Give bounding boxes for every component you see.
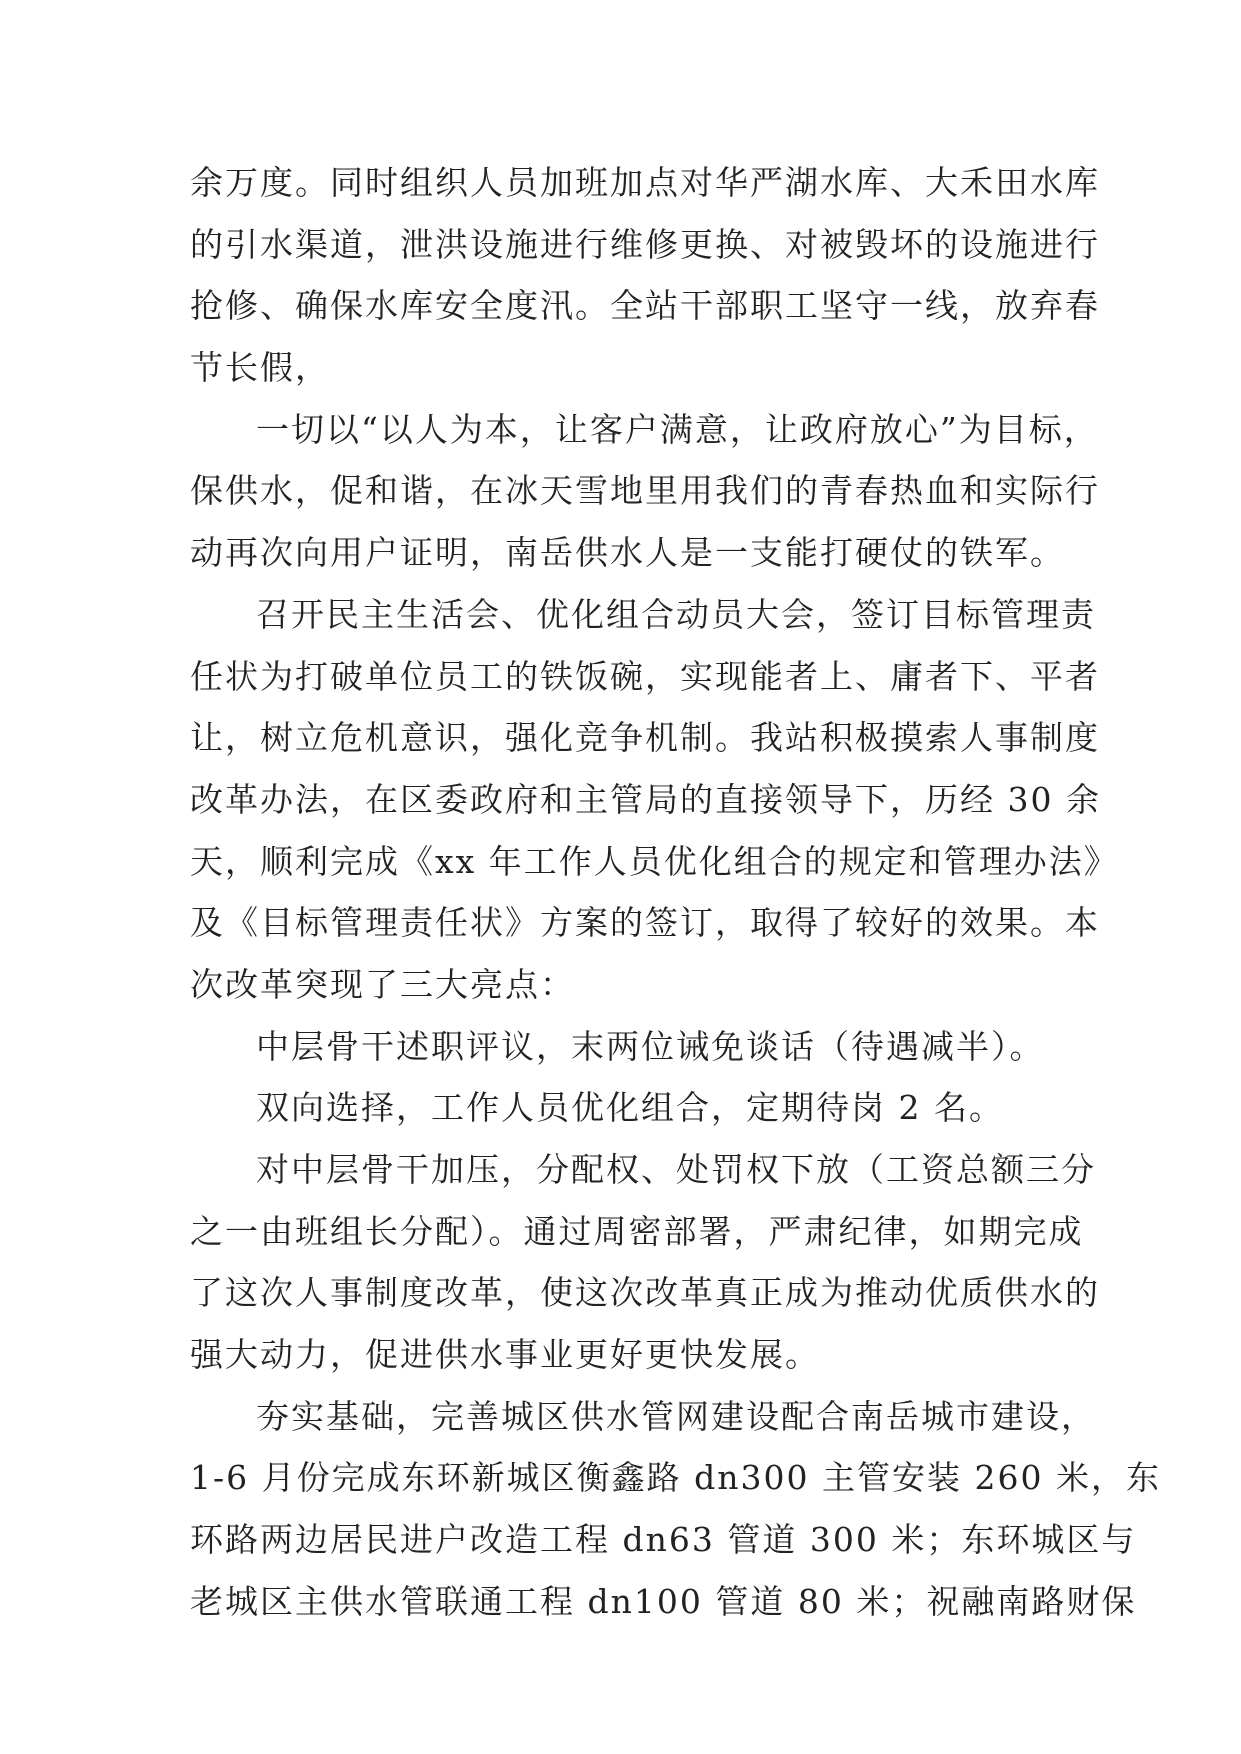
text-line: 中层骨干述职评议，末两位诫免谈话（待遇减半）。: [256, 1026, 1045, 1066]
text-line: 老城区主供水管联通工程 dn100 管道 80 米；祝融南路财保: [190, 1581, 1137, 1621]
text-line: 次改革突现了三大亮点：: [190, 964, 575, 1004]
text-line: 动再次向用户证明，南岳供水人是一支能打硬仗的铁军。: [190, 533, 1065, 573]
text-line: 保供水，促和谐，在冰天雪地里用我们的青春热血和实际行: [190, 471, 1100, 511]
text-line: 1-6 月份完成东环新城区衡鑫路 dn300 主管安装 260 米，东: [190, 1458, 1161, 1498]
text-line: 之一由班组长分配）。通过周密部署，严肃纪律，如期完成: [190, 1211, 1084, 1251]
document-body: [190, 152, 1161, 1633]
text-line: 任状为打破单位员工的铁饭碗，实现能者上、庸者下、平者: [190, 656, 1100, 696]
text-line: 抢修、确保水库安全度汛。全站干部职工坚守一线，放弃春: [190, 286, 1100, 326]
text-line: 一切以“以人为本，让客户满意，让政府放心”为目标，: [256, 409, 1099, 449]
text-line: 的引水渠道，泄洪设施进行维修更换、对被毁坏的设施进行: [190, 224, 1100, 264]
text-line: 改革办法，在区委政府和主管局的直接领导下，历经 30 余: [190, 779, 1101, 819]
text-line: 双向选择，工作人员优化组合，定期待岗 2 名。: [256, 1088, 1004, 1128]
text-line: 了这次人事制度改革，使这次改革真正成为推动优质供水的: [190, 1273, 1100, 1313]
text-line: 强大动力，促进供水事业更好更快发展。: [190, 1335, 820, 1375]
text-line: 环路两边居民进户改造工程 dn63 管道 300 米；东环城区与: [190, 1520, 1137, 1560]
text-line: 召开民主生活会、优化组合动员大会，签订目标管理责: [256, 594, 1096, 634]
text-line: 夯实基础，完善城区供水管网建设配合南岳城市建设，: [256, 1396, 1096, 1436]
text-line: 对中层骨干加压，分配权、处罚权下放（工资总额三分: [256, 1150, 1096, 1189]
text-line: 让，树立危机意识，强化竞争机制。我站积极摸索人事制度: [190, 718, 1100, 758]
text-line: 天，顺利完成《xx 年工作人员优化组合的规定和管理办法》: [190, 841, 1119, 881]
text-line: 余万度。同时组织人员加班加点对华严湖水库、大禾田水库: [190, 163, 1100, 202]
text-line: 及《目标管理责任状》方案的签订，取得了较好的效果。本: [190, 903, 1100, 943]
text-line: 节长假，: [190, 348, 330, 388]
